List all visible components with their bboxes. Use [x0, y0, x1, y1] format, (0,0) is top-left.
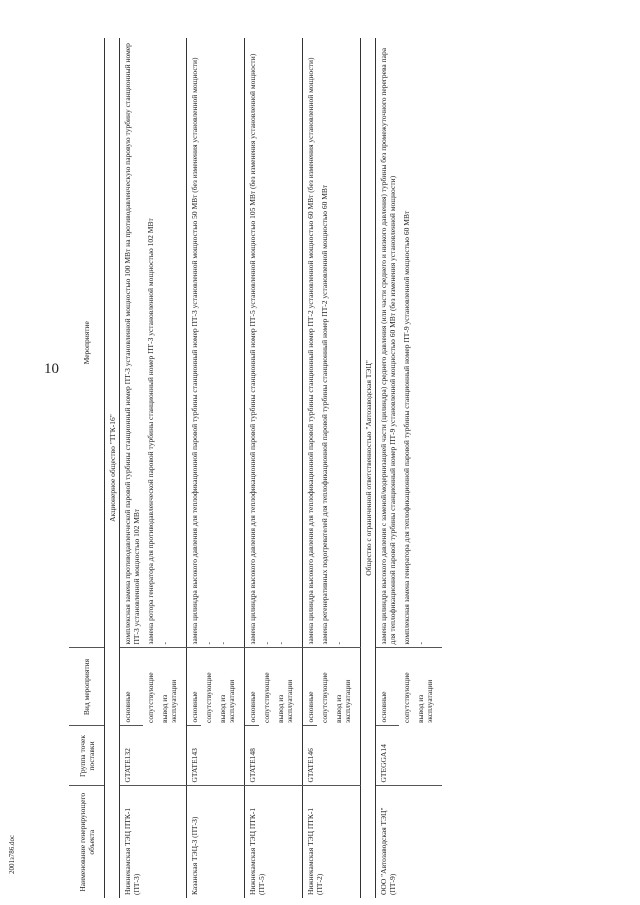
rotated-table-page [69, 38, 564, 898]
measure-text: - [413, 38, 442, 648]
measure-type: вывод из эксплуатации [218, 679, 236, 723]
measure-type: сопутствующие [146, 672, 155, 723]
org-row [105, 38, 120, 898]
measure-type: сопутствующие [320, 672, 329, 723]
measure-type: вывод из эксплуатации [276, 679, 294, 723]
plant-name: Нижнекамская ТЭЦ ПТК-1 (ПТ-5) [245, 786, 303, 898]
measure-text: - [259, 38, 273, 648]
measure-type: сопутствующие [262, 672, 271, 723]
org-row [361, 38, 376, 898]
plant-name: Нижнекамская ТЭЦ ПТК-1 (ПТ-3) [120, 786, 187, 898]
measure-text: - [273, 38, 303, 648]
measure-type: основные [120, 648, 144, 726]
table-row [376, 38, 400, 898]
measure-type: вывод из эксплуатации [160, 679, 178, 723]
measure-text: комплексная замена генератора для теплофикационной паровой турбины станционный номер ПТ-9 установленной мощностью 60 МВт [399, 38, 413, 648]
table-row [120, 38, 144, 898]
table-header-row [69, 38, 105, 898]
measure-text: - [201, 38, 215, 648]
header-group: Группа точек поставки [69, 726, 105, 786]
measure-type: вывод из эксплуатации [334, 679, 352, 723]
plant-name: Нижнекамская ТЭЦ ПТК-1 (ПТ-2) [303, 786, 361, 898]
group-code: GTATE146 [303, 726, 361, 786]
measure-text: замена цилиндра высокого давления для теплофикационной паровой турбины станционный номер ПТ-2 установленной мощностью 60 МВт (без изменения установленной мощности) [303, 38, 318, 648]
group-code: GTATE132 [120, 726, 187, 786]
header-object: Наименование генерирующего объекта [69, 786, 105, 898]
measure-text: - [157, 38, 187, 648]
org-name: Общество с ограниченной ответственностью "Автозаводская ТЭЦ" [361, 38, 376, 898]
measure-text: замена цилиндра высокого давления для теплофикационной паровой турбины станционный номер ПТ-3 установленной мощностью 50 МВт (без изменения установленной мощности) [187, 38, 202, 648]
header-type: Вид мероприятия [69, 648, 105, 726]
measure-text: замена ротора генератора для противодавленческой паровой турбины станционный номер ПТ-3 установленной мощностью 102 МВт [143, 38, 157, 648]
measure-text: замена цилиндра высокого давления для теплофикационной паровой турбины станционный номер ПТ-5 установленной мощностью 105 МВт (без изменения установленной мощности) [245, 38, 260, 648]
measure-type: вывод из эксплуатации [416, 679, 434, 723]
header-measure: Мероприятие [69, 38, 105, 648]
org-name: Акционерное общество "ТГК-16" [105, 38, 120, 898]
measure-text: - [215, 38, 245, 648]
measure-type: основные [376, 648, 400, 726]
measure-type: основные [187, 648, 202, 726]
measure-text: замена цилиндра высокого давления с заменой/модернизацией части (цилиндра) среднего давления (или части среднего и низкого давления) турбины без промежуточного перегрева пара для теплофикационной паровой турбины станционный номер ПТ-9 установленной мощностью 60 МВт (без изменения установленной мощности) [376, 38, 400, 648]
plant-name: ООО "Автозаводская ТЭЦ" (ПТ-9) [376, 786, 443, 898]
table-row [303, 38, 318, 898]
page-number: 10 [44, 361, 59, 377]
measure-text: комплексная замена противодавленческой паровой турбины станционный номер ПТ-3 установленной мощностью 100 МВт на противодавленческую паровую турбину станционный номер ПТ-3 установленной мощностью 102 МВт [120, 38, 144, 648]
group-code: GTEGGA14 [376, 726, 443, 786]
plant-name: Казанская ТЭЦ-3 (ПТ-3) [187, 786, 245, 898]
measure-type: сопутствующие [204, 672, 213, 723]
measures-table [69, 38, 442, 898]
table-row [245, 38, 260, 898]
measure-text: замена регенеративных подогревателей для теплофикационной паровой турбины станционный номер ПТ-2 установленной мощностью 60 МВт [317, 38, 331, 648]
measure-text: - [331, 38, 361, 648]
measure-type: основные [245, 648, 260, 726]
table-row [187, 38, 202, 898]
measure-type: сопутствующие [402, 672, 411, 723]
group-code: GTATE148 [245, 726, 303, 786]
measure-type: основные [303, 648, 318, 726]
footer-filename: 2001з786.doc [8, 834, 16, 874]
group-code: GTATE143 [187, 726, 245, 786]
